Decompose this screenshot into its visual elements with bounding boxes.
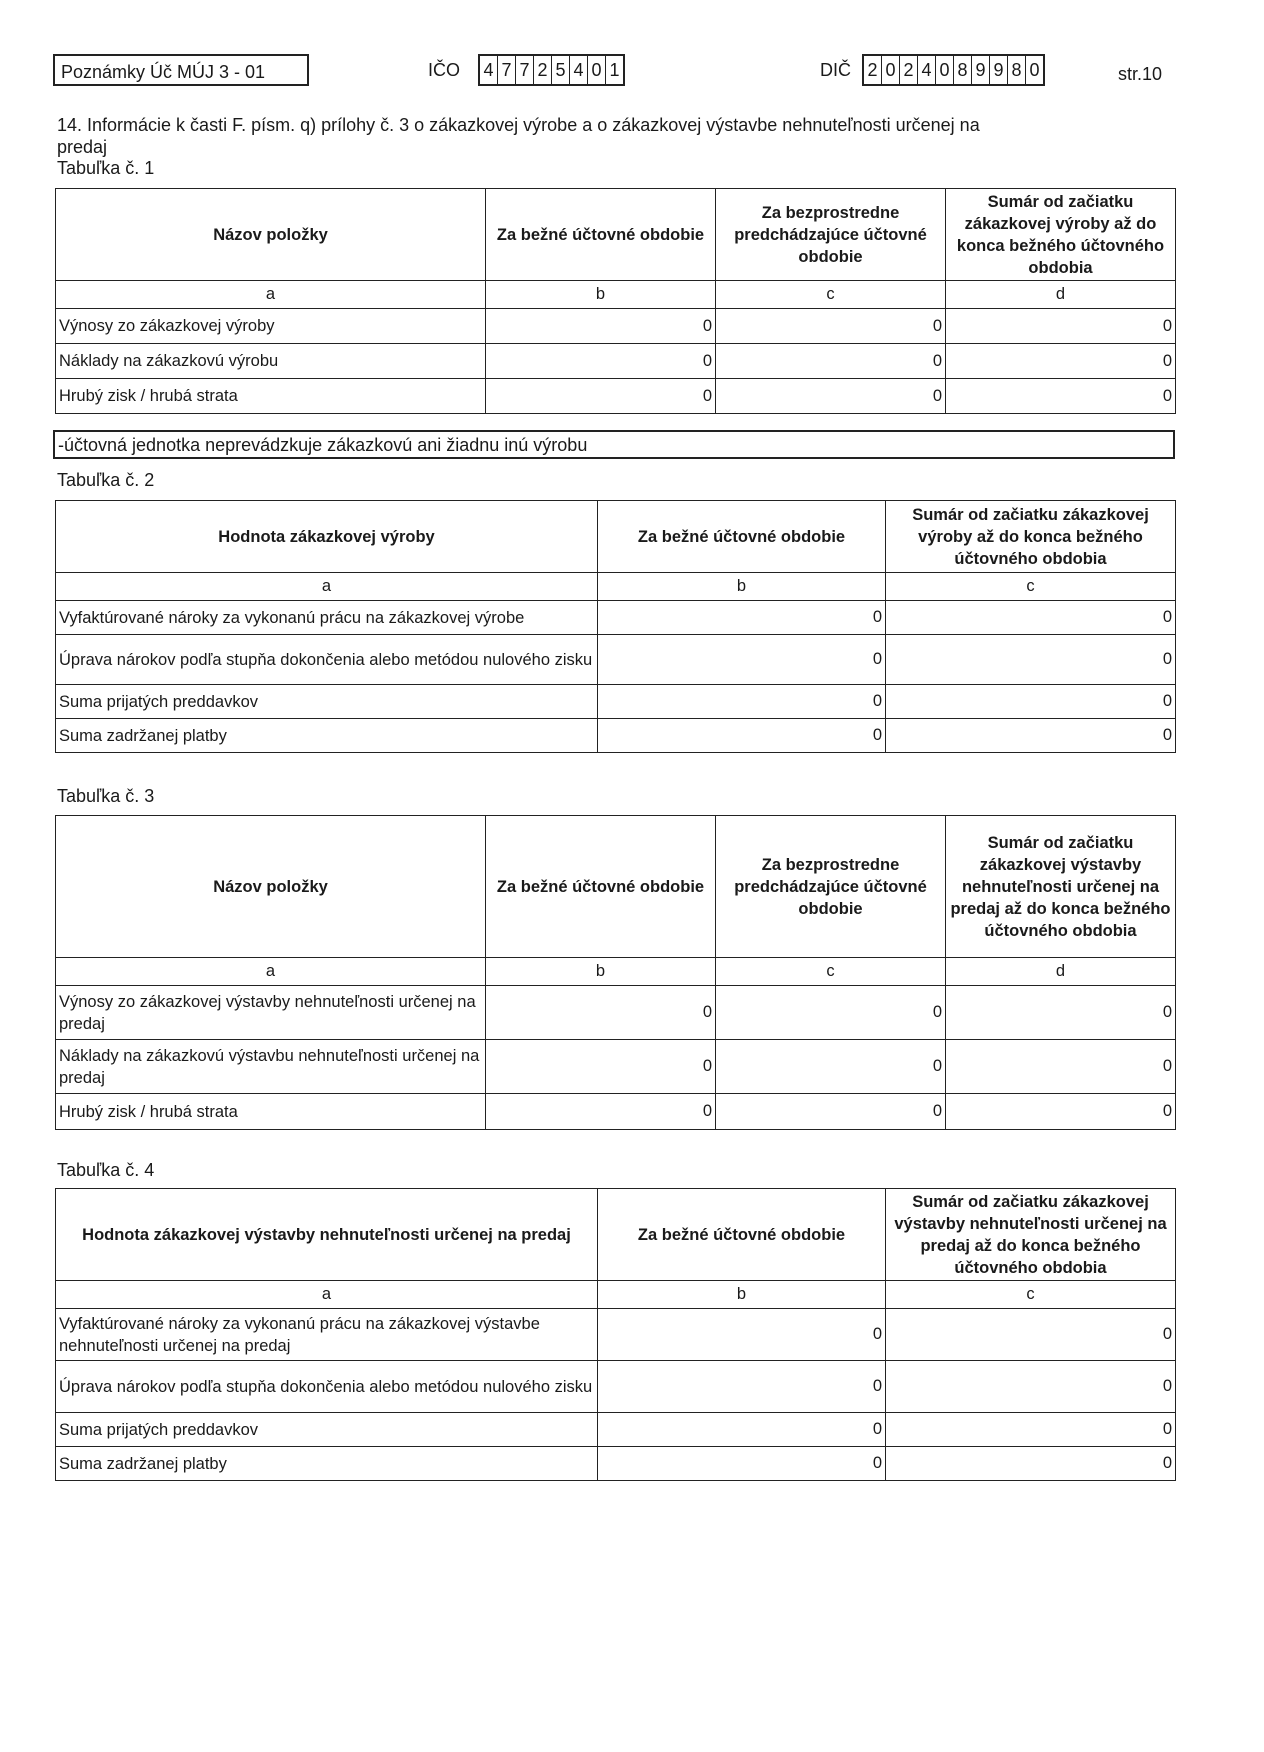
cell-value: 0 — [946, 309, 1176, 344]
cell-value: 0 — [716, 379, 946, 414]
row-name: Suma prijatých preddavkov — [56, 685, 598, 719]
cell-value: 0 — [946, 379, 1176, 414]
cell-value: 0 — [598, 685, 886, 719]
table-row — [56, 719, 1176, 753]
cell-value: 0 — [598, 719, 886, 753]
cell-value: 0 — [486, 1094, 716, 1130]
dic-digit: 4 — [918, 56, 936, 84]
dic-digit: 9 — [990, 56, 1008, 84]
dic-digit: 0 — [936, 56, 954, 84]
table2-header-name: Hodnota zákazkovej výroby — [56, 501, 598, 573]
page-number: str.10 — [1118, 64, 1163, 84]
table-row — [56, 344, 1176, 379]
cell-value: 0 — [716, 986, 946, 1040]
table-row — [56, 379, 1176, 414]
table4-header-name: Hodnota zákazkovej výstavby nehnuteľnosti určenej na predaj — [56, 1189, 598, 1281]
table3 — [55, 815, 1176, 1130]
table1-header-previous: Za bezprostredne predchádzajúce účtovné obdobie — [716, 189, 946, 281]
cell-value: 0 — [886, 1447, 1176, 1481]
cell-value: 0 — [946, 344, 1176, 379]
cell-value: 0 — [486, 344, 716, 379]
table-row — [56, 986, 1176, 1040]
column-letter: b — [598, 1281, 886, 1309]
dic-digit: 9 — [972, 56, 990, 84]
cell-value: 0 — [946, 1040, 1176, 1094]
table4-caption: Tabuľka č. 4 — [57, 1160, 155, 1180]
cell-value: 0 — [886, 1309, 1176, 1361]
column-letter: a — [56, 1281, 598, 1309]
row-name: Výnosy zo zákazkovej výroby — [56, 309, 486, 344]
ico-label: IČO — [428, 60, 461, 80]
column-letter: c — [886, 573, 1176, 601]
table2 — [55, 500, 1176, 753]
dic-digit: 0 — [1029, 60, 1040, 80]
table-row — [56, 1094, 1176, 1130]
row-name: Suma zadržanej platby — [56, 719, 598, 753]
dic-digit: 2 — [900, 56, 918, 84]
table2-caption: Tabuľka č. 2 — [57, 470, 155, 490]
ico-digit: 0 — [588, 56, 606, 84]
table3-caption: Tabuľka č. 3 — [57, 786, 155, 806]
row-name: Náklady na zákazkovú výstavbu nehnuteľnosti určenej na predaj — [56, 1040, 486, 1094]
ico-digit: 7 — [516, 56, 534, 84]
cell-value: 0 — [598, 1413, 886, 1447]
table4-header-current: Za bežné účtovné obdobie — [598, 1189, 886, 1281]
column-letter: c — [716, 281, 946, 309]
cell-value: 0 — [716, 1094, 946, 1130]
table2-header-cumulative: Sumár od začiatku zákazkovej výroby až do konca bežného účtovného obdobia — [886, 501, 1176, 573]
cell-value: 0 — [946, 1094, 1176, 1130]
ico-digit: 2 — [534, 56, 552, 84]
cell-value: 0 — [598, 1309, 886, 1361]
dic-digit: 8 — [954, 56, 972, 84]
cell-value: 0 — [946, 986, 1176, 1040]
cell-value: 0 — [886, 1361, 1176, 1413]
table-row — [56, 601, 1176, 635]
table1-caption: Tabuľka č. 1 — [57, 158, 155, 178]
table-row — [56, 1413, 1176, 1447]
table-row — [56, 1447, 1176, 1481]
section-title-line2: predaj — [57, 137, 108, 157]
section-title-line1: 14. Informácie k časti F. písm. q) prílohy č. 3 o zákazkovej výrobe a o zákazkovej výstavbe nehnuteľnosti určenej na — [57, 115, 980, 135]
column-letter: c — [716, 958, 946, 986]
table-row — [56, 1361, 1176, 1413]
table1-header-current: Za bežné účtovné obdobie — [486, 189, 716, 281]
cell-value: 0 — [486, 1040, 716, 1094]
table3-header-cumulative: Sumár od začiatku zákazkovej výstavby nehnuteľnosti určenej na predaj až do konca bežného účtovného obdobia — [946, 816, 1176, 958]
cell-value: 0 — [486, 986, 716, 1040]
cell-value: 0 — [598, 635, 886, 685]
column-letter: d — [946, 281, 1176, 309]
table1-note: -účtovná jednotka neprevádzkuje zákazkovú ani žiadnu inú výrobu — [53, 430, 1175, 459]
table-row — [56, 309, 1176, 344]
row-name: Vyfaktúrované nároky za vykonanú prácu na zákazkovej výrobe — [56, 601, 598, 635]
cell-value: 0 — [716, 344, 946, 379]
table2-header-current: Za bežné účtovné obdobie — [598, 501, 886, 573]
cell-value: 0 — [886, 685, 1176, 719]
row-name: Vyfaktúrované nároky za vykonanú prácu na zákazkovej výstavbe nehnuteľnosti určenej na predaj — [56, 1309, 598, 1361]
table3-header-name: Názov položky — [56, 816, 486, 958]
column-letter: a — [56, 281, 486, 309]
cell-value: 0 — [486, 379, 716, 414]
ico-digit: 5 — [552, 56, 570, 84]
dic-digit: 8 — [1008, 56, 1026, 84]
ico-digit: 4 — [480, 56, 498, 84]
table1 — [55, 188, 1176, 414]
column-letter: a — [56, 573, 598, 601]
row-name: Hrubý zisk / hrubá strata — [56, 1094, 486, 1130]
cell-value: 0 — [598, 1361, 886, 1413]
table3-header-previous: Za bezprostredne predchádzajúce účtovné obdobie — [716, 816, 946, 958]
form-label: Poznámky Úč MÚJ 3 - 01 — [53, 54, 309, 86]
column-letter: c — [886, 1281, 1176, 1309]
table1-header-cumulative: Sumár od začiatku zákazkovej výroby až do konca bežného účtovného obdobia — [946, 189, 1176, 281]
row-name: Úprava nárokov podľa stupňa dokončenia alebo metódou nulového zisku — [56, 635, 598, 685]
table-row — [56, 1040, 1176, 1094]
ico-digits — [478, 54, 625, 86]
row-name: Náklady na zákazkovú výrobu — [56, 344, 486, 379]
cell-value: 0 — [886, 601, 1176, 635]
row-name: Hrubý zisk / hrubá strata — [56, 379, 486, 414]
cell-value: 0 — [886, 719, 1176, 753]
cell-value: 0 — [886, 635, 1176, 685]
ico-digit: 4 — [570, 56, 588, 84]
ico-digit: 7 — [498, 56, 516, 84]
table1-header-name: Názov položky — [56, 189, 486, 281]
row-name: Úprava nárokov podľa stupňa dokončenia alebo metódou nulového zisku — [56, 1361, 598, 1413]
cell-value: 0 — [598, 601, 886, 635]
table-row — [56, 1309, 1176, 1361]
column-letter: b — [486, 958, 716, 986]
row-name: Suma prijatých preddavkov — [56, 1413, 598, 1447]
table-row — [56, 635, 1176, 685]
ico-digit: 1 — [609, 60, 620, 80]
table3-header-current: Za bežné účtovné obdobie — [486, 816, 716, 958]
cell-value: 0 — [716, 309, 946, 344]
column-letter: d — [946, 958, 1176, 986]
dic-digits — [862, 54, 1045, 86]
row-name: Výnosy zo zákazkovej výstavby nehnuteľnosti určenej na predaj — [56, 986, 486, 1040]
table4 — [55, 1188, 1176, 1481]
cell-value: 0 — [486, 309, 716, 344]
column-letter: b — [598, 573, 886, 601]
table-row — [56, 685, 1176, 719]
column-letter: b — [486, 281, 716, 309]
cell-value: 0 — [716, 1040, 946, 1094]
cell-value: 0 — [598, 1447, 886, 1481]
cell-value: 0 — [886, 1413, 1176, 1447]
dic-label: DIČ — [820, 60, 851, 80]
row-name: Suma zadržanej platby — [56, 1447, 598, 1481]
table4-header-cumulative: Sumár od začiatku zákazkovej výstavby nehnuteľnosti určenej na predaj až do konca bežného účtovného obdobia — [886, 1189, 1176, 1281]
column-letter: a — [56, 958, 486, 986]
dic-digit: 0 — [882, 56, 900, 84]
dic-digit: 2 — [864, 56, 882, 84]
